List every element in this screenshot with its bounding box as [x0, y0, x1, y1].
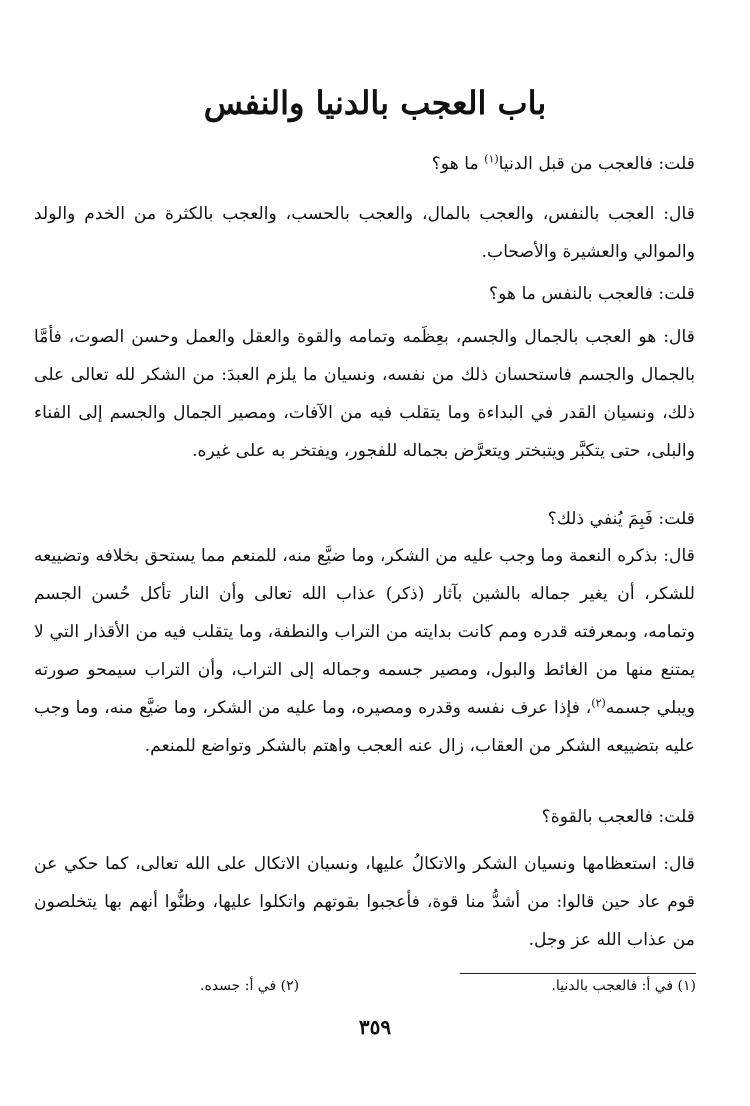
footnote-2: (٢) في أ: جسده. — [200, 978, 300, 994]
answer-paragraph-1: قال: العجب بالنفس، والعجب بالمال، والعجب بالحسب، والعجب بالكثرة من الخدم والولد والموالي والعشيرة والأصحاب. — [34, 204, 695, 262]
question-paragraph-4: قلت: فالعجب بالقوة؟ — [541, 807, 695, 827]
footnote-ref-2: (٢) — [591, 696, 606, 710]
chapter-title: باب العجب بالدنيا والنفس — [203, 84, 547, 122]
question-paragraph-3: قلت: فَبِمَ يُنفي ذلك؟ — [547, 509, 695, 529]
page-number: ٣٥٩ — [358, 1015, 392, 1039]
question-text: قلت: فالعجب من قبل الدنيا — [498, 154, 695, 174]
footnote-1: (١) في أ: فالعجب بالدنيا. — [551, 978, 696, 994]
question-paragraph-2: قلت: فالعجب بالنفس ما هو؟ — [489, 284, 695, 304]
footnote-ref-1: (١) — [484, 152, 499, 166]
answer-paragraph-2: قال: هو العجب بالجمال والجسم، بعِظَمه وتمامه والقوة والعقل والعمل وحسن الصوت، فأمَّا بالجمال والجسم فاستحسان ذلك من نفسه، ونسيان ما يلزم العبدَ: من الشكر لله تعالى على ذلك، ونسيان القدر في البداءة وما يتقلب فيه من الآفات، ومصير الجمال والجسم إلى الفناء والبلى، حتى يتكبَّر ويتبختر ويتعرَّض بجماله للفجور، ويفتخر به على غيره. — [34, 327, 695, 461]
question-paragraph-1 — [34, 145, 695, 183]
answer-paragraph-4: قال: استعظامها ونسيان الشكر والاتكالُ عليها، ونسيان الاتكال على الله تعالى، كما حكي عن قوم عاد حين قالوا: من أشدُّ منا قوة، فأعجبوا بقوتهم واتكلوا عليها، وظنُّوا أنهم بها يتخلصون من عذاب الله عز وجل. — [34, 854, 695, 950]
footnotes — [200, 974, 696, 998]
answer-paragraph-3 — [34, 537, 695, 765]
answer-text: قال: بذكره النعمة وما وجب عليه من الشكر، وما ضيَّع منه، للمنعم مما يستحق بخلافه وتضييعه للشكر، أن يغير جماله بالشين بآثار (ذكر) عذاب الله تعالى وأن النار تأكل حُسن الجسم وتمامه، وبمعرفته قدره ومم كانت بدايته من التراب والنطفة، وما يتقلب فيه من الأقذار التي لا يمتنع منها من الغائط والبول، ومصير جسمه وجماله إلى التراب، وأن التراب سيمحو صورته ويبلي جسمه — [34, 546, 696, 718]
answer-text-end: ، فإذا عرف نفسه وقدره ومصيره، وما عليه من الشكر، وما ضيَّع منه، وما وجب عليه بتضييعه الشكر من العقاب، زال عنه العجب واهتم بالشكر وتواضع للمنعم. — [34, 698, 695, 756]
question-text-end: ما هو؟ — [431, 154, 485, 174]
